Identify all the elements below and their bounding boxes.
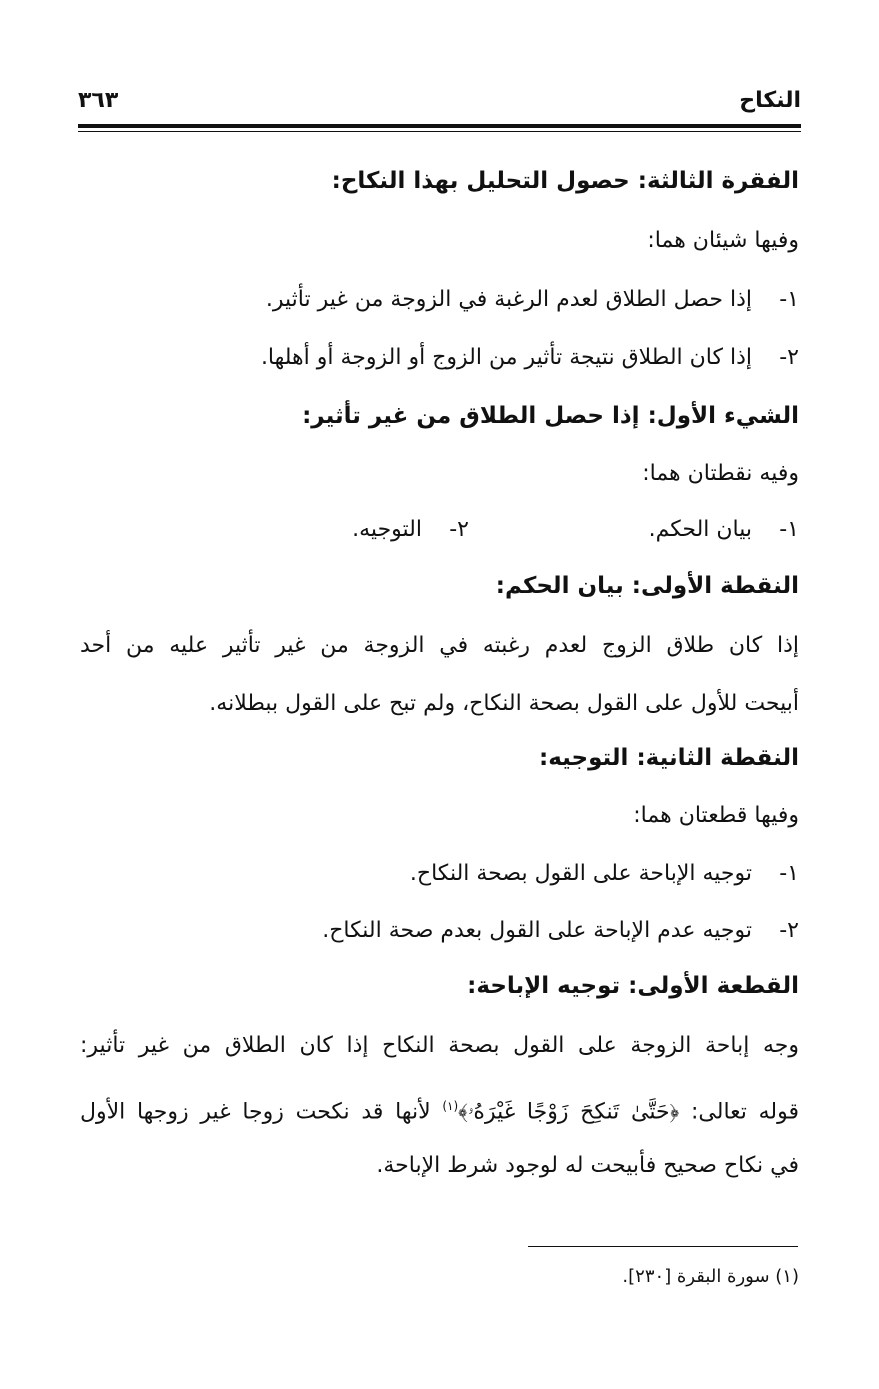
running-header xyxy=(78,84,801,124)
paragraph-text: لأنها قد نكحت زوجا غير زوجها الأول xyxy=(80,1099,431,1125)
paragraph-line xyxy=(80,1090,799,1128)
list-item-1 xyxy=(410,858,799,890)
list-number: ١- xyxy=(779,287,799,312)
intro-two-points: وفيه نقطتان هما: xyxy=(642,461,799,486)
list-text: إذا حصل الطلاق لعدم الرغبة في الزوجة من غير تأثير. xyxy=(265,287,752,312)
heading-first-thing: الشيء الأول: إذا حصل الطلاق من غير تأثير: xyxy=(302,403,799,429)
paragraph-line: إذا كان طلاق الزوج لعدم رغبته في الزوجة من غير تأثير عليه من أحد xyxy=(80,633,799,658)
header-rule-thin xyxy=(78,131,801,132)
list-item-1 xyxy=(649,517,799,542)
list-number: ٢- xyxy=(449,517,469,542)
section-heading-third-paragraph: الفقرة الثالثة: حصول التحليل بهذا النكاح: xyxy=(331,168,799,194)
heading-first-point: النقطة الأولى: بيان الحكم: xyxy=(495,573,799,599)
list-text: التوجيه. xyxy=(352,517,422,542)
quran-verse: ﴿حَتَّىٰ تَنكِحَ زَوْجًا غَيْرَهُۥ﴾ xyxy=(458,1099,680,1125)
quote-intro: قوله تعالى: xyxy=(691,1099,799,1125)
list-item-2 xyxy=(261,342,799,374)
intro-two-things: وفيها شيئان هما: xyxy=(647,228,799,253)
paragraph-line: أبيحت للأول على القول بصحة النكاح، ولم تبح على القول ببطلانه. xyxy=(209,691,799,716)
list-number: ٢- xyxy=(779,345,799,370)
footnote: (١) سورة البقرة [٢٣٠]. xyxy=(622,1266,799,1287)
header-rule-thick xyxy=(78,124,801,128)
list-number: ١- xyxy=(779,861,799,886)
paragraph-line: في نكاح صحيح فأبيحت له لوجود شرط الإباحة. xyxy=(376,1153,799,1178)
heading-first-piece: القطعة الأولى: توجيه الإباحة: xyxy=(467,973,799,999)
list-number: ١- xyxy=(779,517,799,542)
list-item-2 xyxy=(322,915,799,947)
list-text: إذا كان الطلاق نتيجة تأثير من الزوج أو الزوجة أو أهلها. xyxy=(260,345,752,370)
list-text: بيان الحكم. xyxy=(648,517,752,542)
footnote-reference: (١) xyxy=(442,1099,459,1113)
list-text: توجيه الإباحة على القول بصحة النكاح. xyxy=(409,861,752,886)
paragraph-line: وجه إباحة الزوجة على القول بصحة النكاح إذا كان الطلاق من غير تأثير: xyxy=(80,1033,799,1058)
list-text: توجيه عدم الإباحة على القول بعدم صحة النكاح. xyxy=(322,918,752,943)
list-number: ٢- xyxy=(779,918,799,943)
heading-second-point: النقطة الثانية: التوجيه: xyxy=(539,745,799,771)
footnote-rule xyxy=(528,1246,798,1247)
two-column-list xyxy=(80,514,799,546)
page-number: ٣٦٣ xyxy=(78,88,119,113)
list-item-1 xyxy=(266,284,799,316)
intro-two-pieces: وفيها قطعتان هما: xyxy=(633,803,799,828)
list-item-2 xyxy=(352,514,469,546)
header-title: النكاح xyxy=(739,88,801,113)
